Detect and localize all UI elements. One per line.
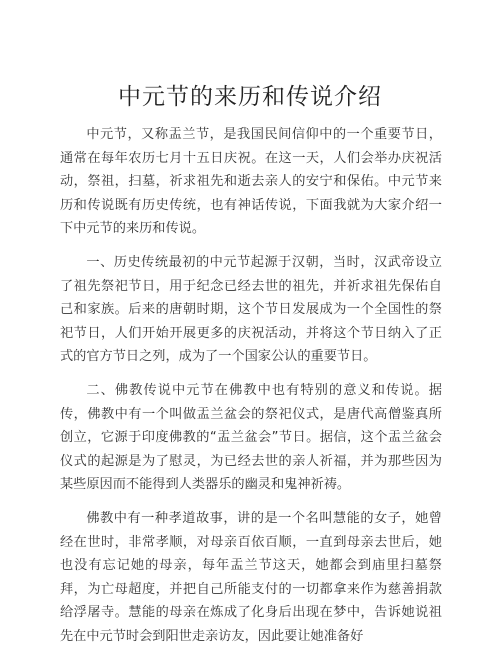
document-body: [60, 123, 442, 658]
paragraph-history: 一、历史传统最初的中元节起源于汉朝，当时，汉武帝设立了祖先祭祀节日，用于纪念已经去世的祖先，并祈求祖先保佑自己和家族。后来的唐朝时期，这个节日发展成为一个全国性的祭祀节日，人们开始开展更多的庆祝活动，并将这个节日纳入了正式的官方节日之列，成为了一个国家公认的重要节日。: [60, 254, 442, 365]
paragraph-intro: 中元节，又称盂兰节，是我国民间信仰中的一个重要节日，通常在每年农历七月十五日庆祝。在这一天，人们会举办庆祝活动，祭祖，扫墓，祈求祖先和逝去亲人的安宁和保佑。中元节来历和传说既有历史传统，也有神话传说，下面我就为大家介绍一下中元节的来历和传说。: [60, 127, 442, 237]
document-title: 中元节的来历和传说介绍: [118, 84, 382, 110]
paragraph-buddhism: 二、佛教传说中元节在佛教中也有特别的意义和传说。据传，佛教中有一个叫做盂兰盆会的祭祀仪式，是唐代高僧鉴真所创立，它源于印度佛教的“盂兰盆会”节日。据信，这个盂兰盆会仪式的起源是为了慰灵，为已经去世的亲人祈福，并为那些因为某些原因而不能得到人类器乐的幽灵和鬼神祈祷。: [60, 382, 442, 493]
paragraph-filial-story: 佛教中有一种孝道故事，讲的是一个名叫慧能的女子，她曾经在世时，非常孝顺，对母亲百依百顺，一直到母亲去世后，她也没有忘记她的母亲，每年盂兰节这天，她都会到庙里扫墓祭拜，为亡母超度，并把自己所能支付的一切都拿来作为慈善捐款给浮屠寺。慧能的母亲在炼成了化身后出现在梦中，告诉她说祖先在中元节时会到阳世走亲访友，因此要让她准备好: [60, 510, 442, 644]
